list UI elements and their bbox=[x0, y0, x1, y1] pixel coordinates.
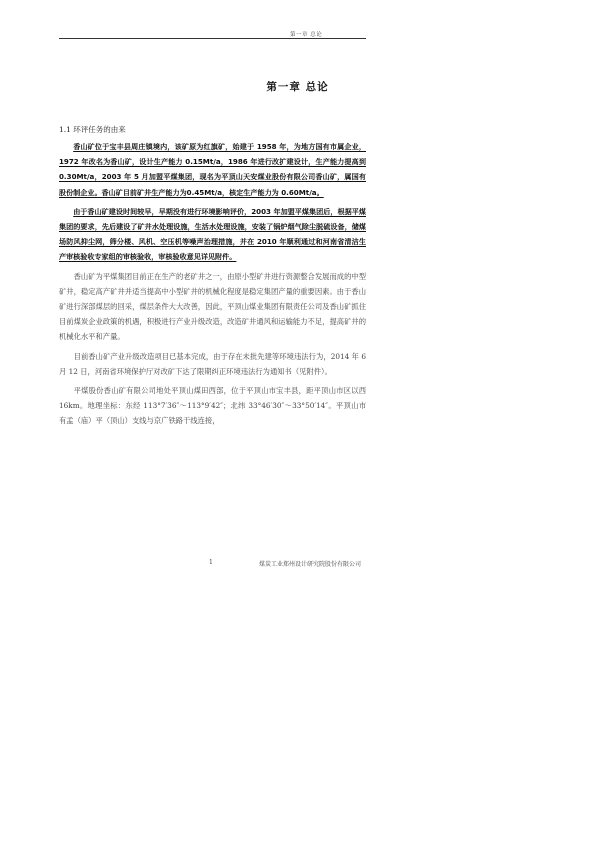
paragraph-bold-2: 由于香山矿建设时间较早，早期没有进行环境影响评价，2003 年加盟平煤集团后，根据平煤集团的要求，先后建设了矿井水处理设施，生活水处理设施，安装了锅炉烟气除尘脱硫设备，储煤场防风抑尘网，筛分楼、风机、空压机等噪声治理措施，并在 2010 年顺利通过和河南省清洁生产审核验收专家组的审核验收，审核验收意见详见附件。 bbox=[59, 206, 366, 262]
running-header: 第一章 总论 bbox=[290, 32, 323, 38]
chapter-title: 第一章 总论 bbox=[266, 81, 329, 93]
paragraph-4: 目前香山矿产业升级改造项目已基本完成，由于存在未批先建等环境违法行为，2014 年 6 月 12 日，河南省环境保护厅对改矿下达了限期纠正环境违法行为通知书（见附件）。 bbox=[59, 351, 366, 376]
paragraph-5: 平煤股份香山矿有限公司地处平顶山煤田西部，位于平顶山市宝丰县，距平顶山市区以西 16km。地理坐标：东经 113°7′36″～113°9′42″；北纬 33°46′30″～33°50′14″。平顶山市有孟（庙）平（顶山）支线与京广铁路干线连接， bbox=[59, 386, 366, 426]
footer-organization: 煤炭工业郑州设计研究院股份有限公司 bbox=[259, 561, 362, 568]
section-heading: 1.1 环评任务的由来 bbox=[59, 125, 126, 134]
page-number: 1 bbox=[209, 559, 213, 566]
paragraph-3: 香山矿为平煤集团目前正在生产的老矿井之一，由原小型矿井进行资源整合发展而成的中型矿井，稳定高产矿井并适当提高中小型矿井的机械化程度是稳定集团产量的重要因素。由于香山矿进行深部煤层的回采，煤层条件大大改善，因此，平顶山煤业集团有限责任公司及香山矿抓住目前煤炭企业政策的机遇，积极进行产业升级改造，改造矿井通风和运输能力不足，提高矿井的机械化水平和产量。 bbox=[59, 271, 366, 342]
body-text bbox=[59, 139, 366, 433]
header-rule bbox=[59, 38, 366, 39]
paragraph-bold-1: 香山矿位于宝丰县周庄镇境内，该矿原为红旗矿，始建于 1958 年，为地方国有市属企业，1972 年改名为香山矿，设计生产能力 0.15Mt/a，1986 年进行改扩建设计，生产能力提高到 0.30Mt/a，2003 年 5 月加盟平煤集团，现名为平顶山天安煤业股份有限公司香山矿，属国有股份制企业。香山矿目前矿井生产能力为0.45Mt/a，核定生产能力为 0.60Mt/a。 bbox=[59, 142, 366, 197]
